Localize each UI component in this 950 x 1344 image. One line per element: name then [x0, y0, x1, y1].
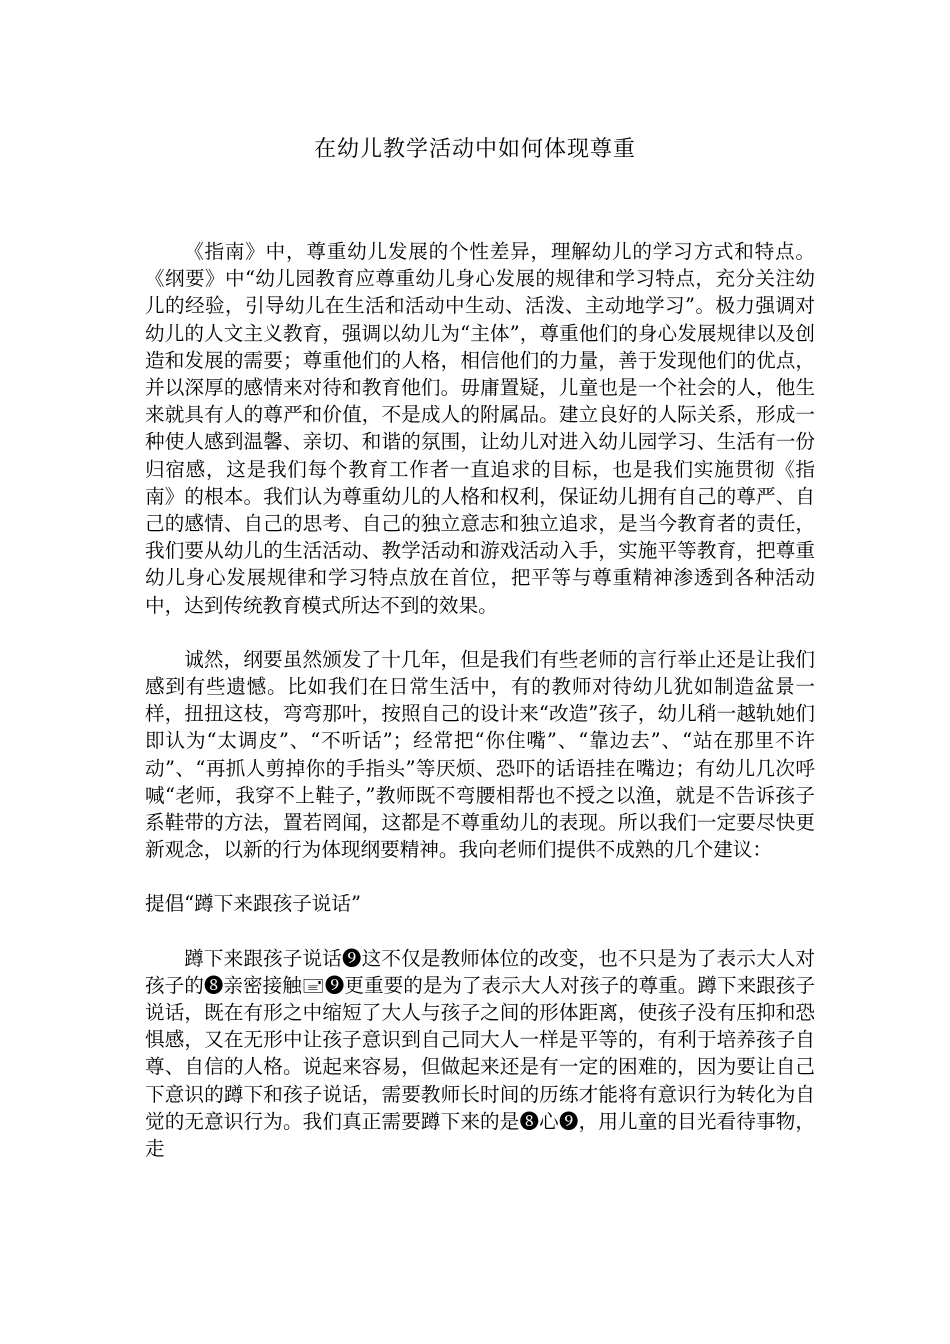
document-title: 在幼儿教学活动中如何体现尊重 [313, 137, 636, 162]
paragraph-3: 蹲下来跟孩子说话❾这不仅是教师体位的改变，也不只是为了表示大人对孩子的❽亲密接触🖃❾更重要的是为了表示大人对孩子的尊重。蹲下来跟孩子说话，既在有形之中缩短了大人与孩子之间的形体距离，使孩子没有压抑和恐惧感，又在无形中让孩子意识到自己同大人一样是平等的，有利于培养孩子自尊、自信的人格。说起来容易，但做起来还是有一定的困难的，因为要让自己下意识的蹲下和孩子说话，需要教师长时间的历练才能将有意识行为转化为自觉的无意识行为。我们真正需要蹲下来的是❽心❾，用儿童的目光看待事物，走 [145, 946, 815, 1161]
section-heading: 提倡“蹲下来跟孩子说话” [145, 892, 361, 916]
paragraph-2: 诚然，纲要虽然颁发了十几年，但是我们有些老师的言行举止还是让我们感到有些遗憾。比如我们在日常生活中，有的教师对待幼儿犹如制造盆景一样，扭扭这枝，弯弯那叶，按照自己的设计来“改造”孩子，幼儿稍一越轨她们即认为“太调皮”、“不听话”；经常把“你住嘴”、“靠边去”、“站在那里不许动”、“再抓人剪掉你的手指头”等厌烦、恐吓的话语挂在嘴边；有幼儿几次呼喊“老师，我穿不上鞋子，”教师既不弯腰相帮也不授之以渔，就是不告诉孩子系鞋带的方法，置若罔闻，这都是不尊重幼儿的表现。所以我们一定要尽快更新观念，以新的行为体现纲要精神。我向老师们提供不成熟的几个建议： [145, 647, 815, 862]
paragraph-1: 《指南》中，尊重幼儿发展的个性差异，理解幼儿的学习方式和特点。《纲要》中“幼儿园教育应尊重幼儿身心发展的规律和学习特点，充分关注幼儿的经验，引导幼儿在生活和活动中生动、活泼、主动地学习”。极力强调对幼儿的人文主义教育，强调以幼儿为“主体”，尊重他们的身心发展规律以及创造和发展的需要；尊重他们的人格，相信他们的力量，善于发现他们的优点，并以深厚的感情来对待和教育他们。毋庸置疑，儿童也是一个社会的人，他生来就具有人的尊严和价值，不是成人的附属品。建立良好的人际关系，形成一种使人感到温馨、亲切、和谐的氛围，让幼儿对进入幼儿园学习、生活有一份归宿感，这是我们每个教育工作者一直追求的目标，也是我们实施贯彻《指南》的根本。我们认为尊重幼儿的人格和权利，保证幼儿拥有自己的尊严、自己的感情、自己的思考、自己的独立意志和独立追求，是当今教育者的责任，我们要从幼儿的生活活动、教学活动和游戏活动入手，实施平等教育，把尊重幼儿身心发展规律和学习特点放在首位，把平等与尊重精神渗透到各种活动中，达到传统教育模式所达不到的效果。 [145, 240, 815, 617]
document-body [145, 238, 815, 1162]
